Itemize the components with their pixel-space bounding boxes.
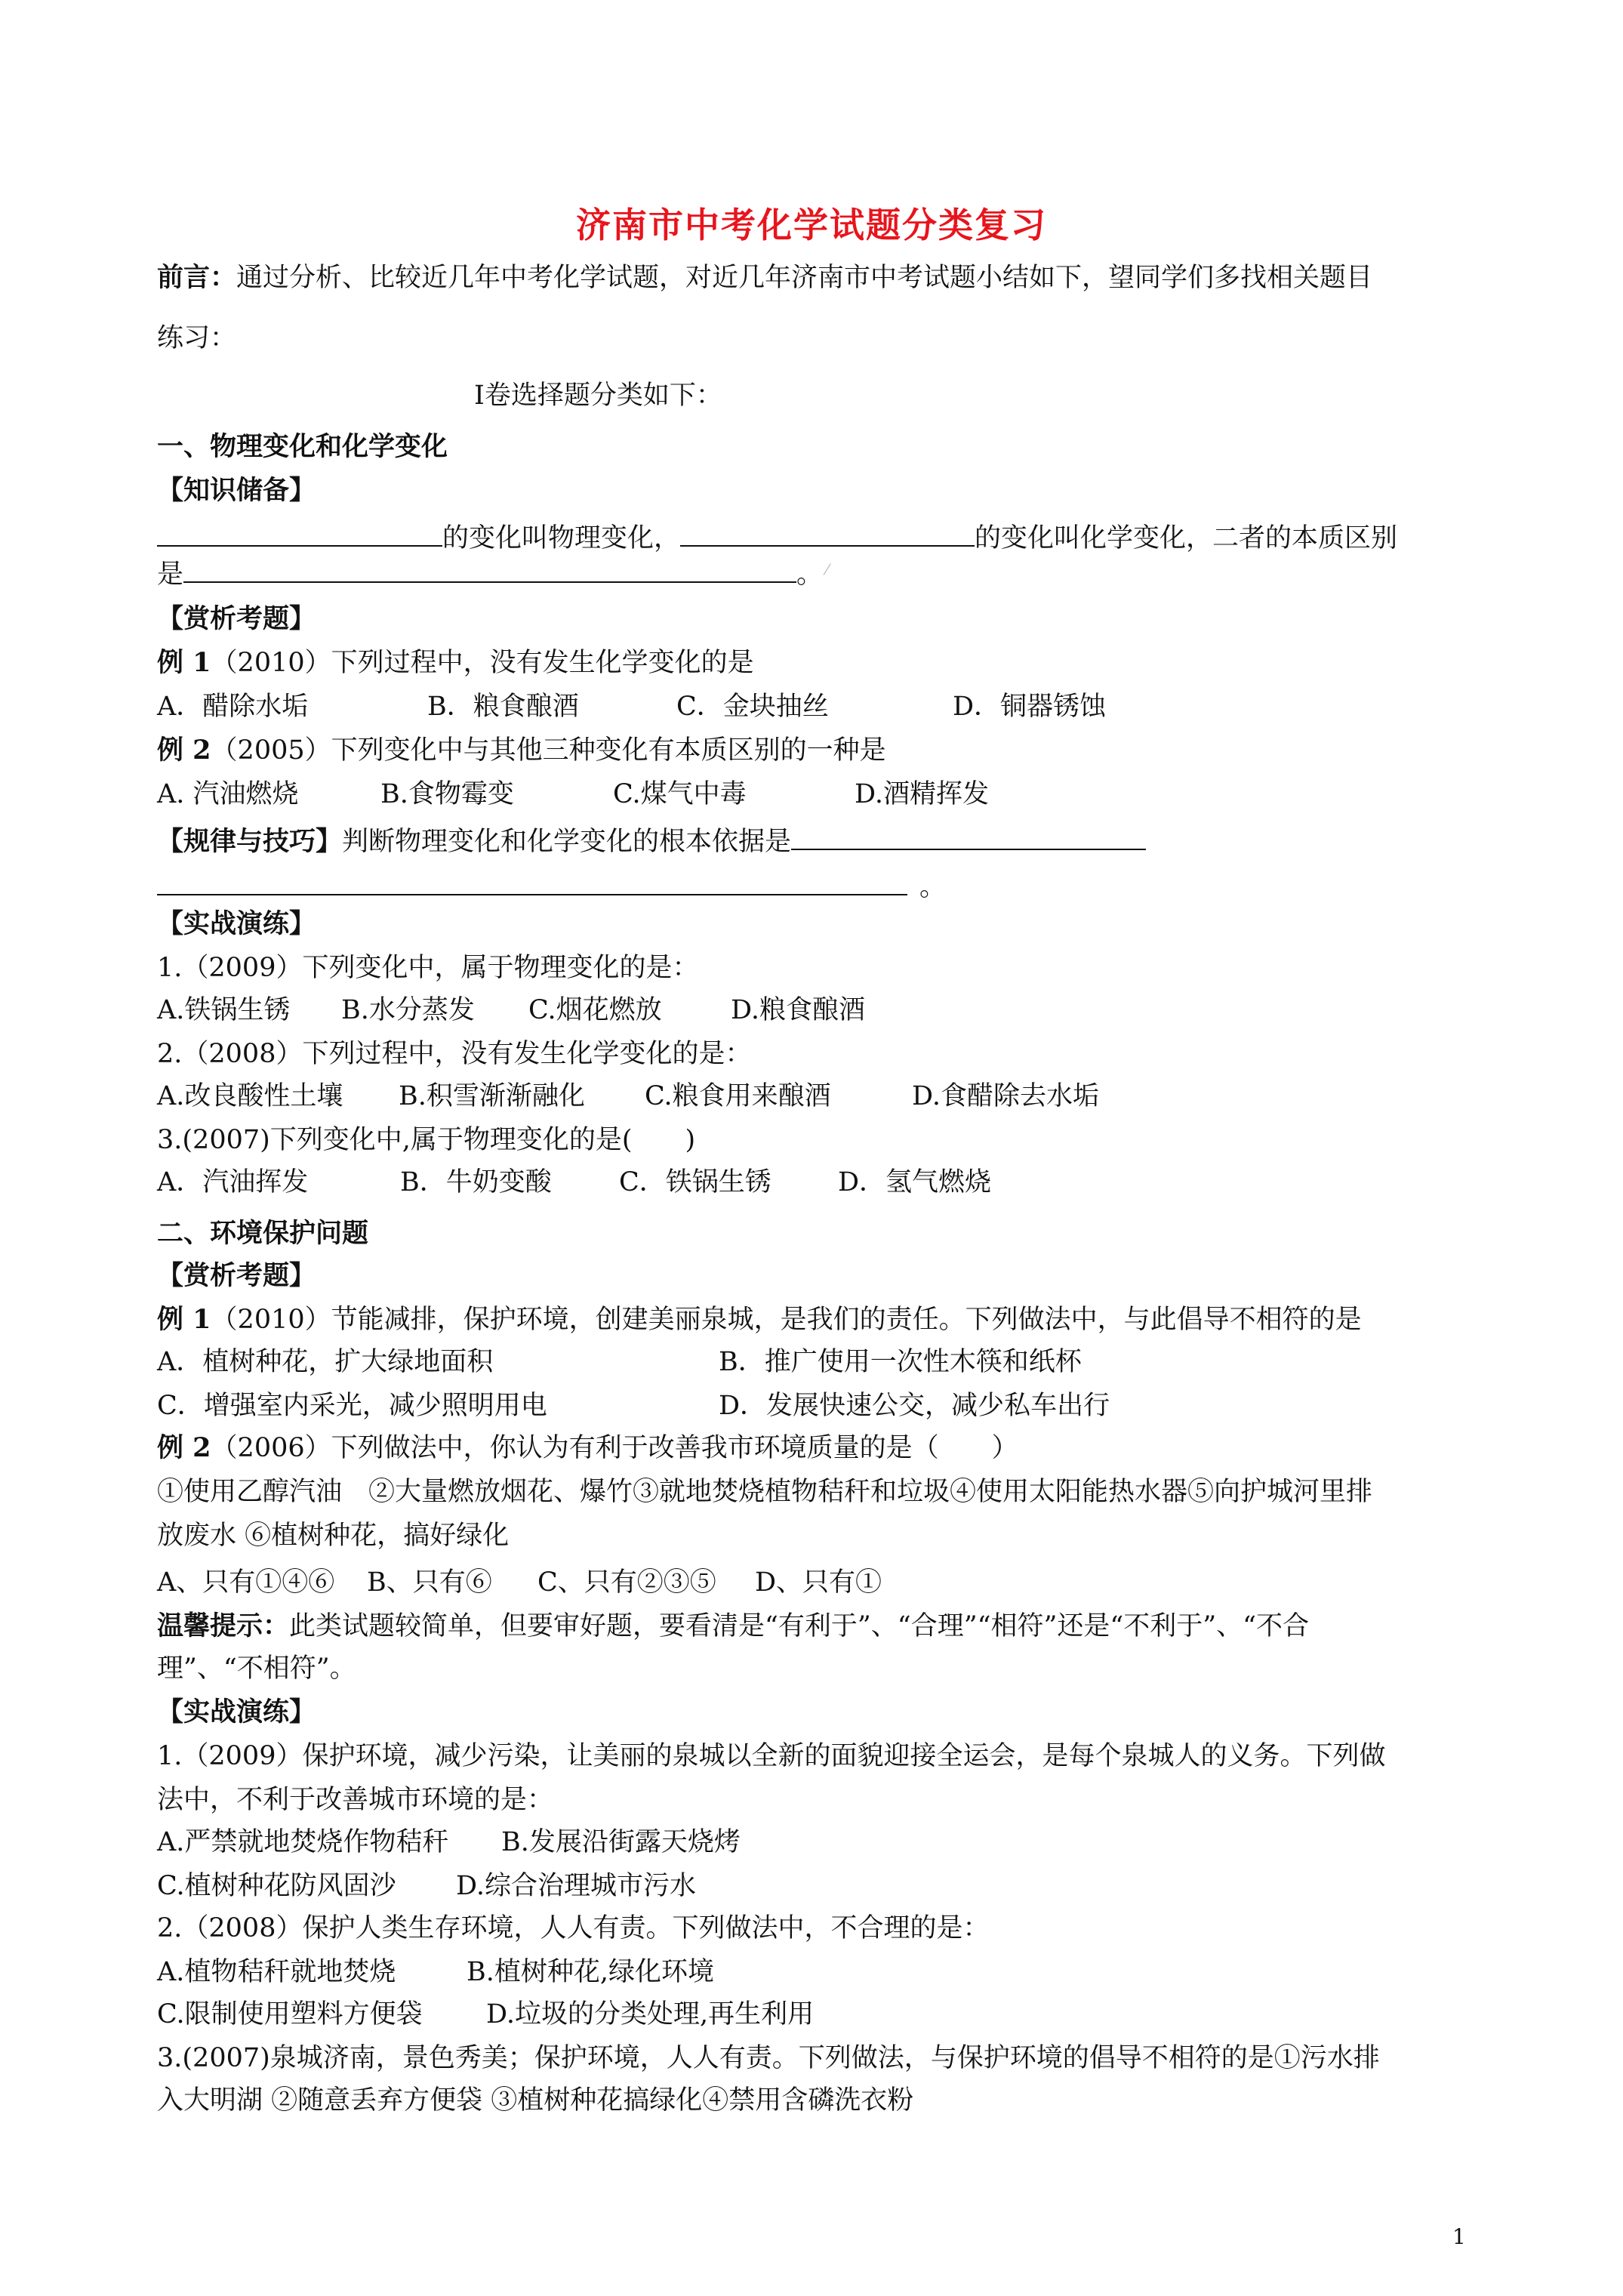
rule-label: 【规律与技巧】 — [157, 826, 343, 857]
page-number: 1 — [1452, 2224, 1466, 2249]
option-a: A.植物秸秆就地焚烧 — [157, 1957, 396, 1987]
preface-line-1 — [157, 260, 1372, 296]
s2-analysis-heading: 【赏析考题】 — [157, 1260, 316, 1291]
fill-blank[interactable] — [680, 516, 975, 547]
s2-practice-heading: 【实战演练】 — [157, 1697, 316, 1727]
option-d: D.垃圾的分类处理,再生利用 — [486, 1999, 815, 2029]
s2-question-3-line-2: 入大明湖 ②随意丢弃方便袋 ③植树种花搞绿化④禁用含磷洗衣粉 — [157, 2085, 914, 2116]
s2-question-2: 2.（2008）保护人类生存环境，人人有责。下列做法中，不合理的是： — [157, 1913, 990, 1943]
example-text: （2010）节能减排，保护环境，创建美丽泉城，是我们的责任。下列做法中，与此倡导不相符的是 — [211, 1305, 1362, 1335]
option-b: B．粮食酿酒 — [427, 692, 579, 722]
option-a: A．汽油挥发 — [157, 1167, 309, 1197]
option-b: B、只有⑥ — [367, 1567, 492, 1598]
s2-example-1 — [157, 1302, 1362, 1338]
option-a: A．植树种花，扩大绿地面积 — [157, 1347, 494, 1377]
preface-text: 通过分析、比较近几年中考化学试题，对近几年济南市中考试题小结如下，望同学们多找相关题目 — [236, 263, 1373, 293]
option-a: A．醋除水垢 — [157, 692, 309, 722]
option-d: D.综合治理城市污水 — [456, 1871, 696, 1901]
option-b: B.积雪渐渐融化 — [399, 1081, 585, 1111]
s1-question-3: 3.(2007)下列变化中,属于物理变化的是( ) — [157, 1125, 696, 1155]
s1-rule-line — [157, 820, 1146, 860]
s2-example-1-options-row-1 — [157, 1344, 1082, 1380]
s2-question-2-options-row-2 — [157, 1996, 814, 2032]
s2-tip-line-2: 理”、“不相符”。 — [157, 1653, 356, 1684]
tip-label: 温馨提示： — [157, 1610, 290, 1641]
s1-knowledge-line-1 — [157, 516, 1397, 556]
s2-example-1-options-row-2 — [157, 1388, 1110, 1424]
k-text-b: 的变化叫化学变化，二者的本质区别 — [975, 523, 1398, 553]
option-d: D．氢气燃烧 — [838, 1167, 992, 1197]
s1-question-1: 1.（2009）下列变化中，属于物理变化的是： — [157, 953, 699, 983]
option-a: A.改良酸性土壤 — [157, 1081, 343, 1111]
fill-blank[interactable] — [157, 516, 442, 547]
preface-label: 前言： — [157, 262, 237, 293]
tip-text: 此类试题较简单，但要审好题，要看清是“有利于”、“合理”“相符”还是“不利于”、“不合 — [289, 1611, 1310, 1641]
option-a: A.铁锅生锈 — [157, 995, 291, 1025]
option-a: A.严禁就地焚烧作物秸秆 — [157, 1827, 449, 1857]
s1-rule-line-2 — [157, 865, 946, 905]
option-c: C.粮食用来酿酒 — [645, 1081, 831, 1111]
example-label: 例 2 — [157, 735, 211, 766]
s2-example-2-line-3: 放废水 ⑥植树种花，搞好绿化 — [157, 1521, 510, 1551]
example-text: （2006）下列做法中，你认为有利于改善我市环境质量的是（ ） — [211, 1433, 1018, 1463]
s2-example-2 — [157, 1430, 1018, 1466]
option-d: D.食醋除去水垢 — [912, 1081, 1099, 1111]
option-b: B.发展沿街露天烧烤 — [501, 1827, 741, 1857]
section-2-heading: 二、环境保护问题 — [157, 1218, 369, 1249]
s1-knowledge-line-2 — [157, 553, 823, 593]
fill-blank[interactable] — [791, 820, 1146, 850]
option-c: C.限制使用塑料方便袋 — [157, 1999, 423, 2029]
page-title: 济南市中考化学试题分类复习 — [576, 205, 1047, 245]
rule-end: 。 — [919, 872, 947, 902]
s2-example-2-options — [157, 1564, 882, 1601]
option-d: D．发展快速公交，减少私车出行 — [719, 1391, 1110, 1421]
k-text-d: 。 — [796, 559, 824, 590]
s2-tip — [157, 1608, 1309, 1644]
option-b: B.食物霉变 — [380, 779, 514, 809]
option-d: D、只有① — [755, 1567, 882, 1598]
option-b: B．推广使用一次性木筷和纸杯 — [719, 1347, 1082, 1377]
fill-blank[interactable] — [183, 553, 796, 583]
option-d: D.酒精挥发 — [855, 779, 989, 809]
scan-mark: ⁄ — [826, 560, 829, 578]
s1-question-3-options — [157, 1164, 991, 1200]
option-c: C.植树种花防风固沙 — [157, 1871, 396, 1901]
option-c: C．金块抽丝 — [676, 692, 829, 722]
example-text: （2005）下列变化中与其他三种变化有本质区别的一种是 — [211, 735, 886, 766]
s2-question-2-options-row-1 — [157, 1954, 714, 1990]
s2-question-1-options-row-1 — [157, 1824, 741, 1860]
option-b: B.水分蒸发 — [341, 995, 475, 1025]
option-c: C.煤气中毒 — [613, 779, 747, 809]
s1-question-2-options — [157, 1078, 1099, 1114]
s1-example-2 — [157, 732, 886, 769]
option-d: D．铜器锈蚀 — [953, 692, 1107, 722]
section-1-heading: 一、物理变化和化学变化 — [157, 431, 448, 462]
option-b: B.植树种花,绿化环境 — [467, 1957, 714, 1987]
example-label: 例 2 — [157, 1432, 211, 1463]
s2-example-2-line-2: ①使用乙醇汽油 ②大量燃放烟花、爆竹③就地焚烧植物秸秆和垃圾④使用太阳能热水器⑤向护城河里排 — [157, 1477, 1373, 1507]
fill-blank[interactable] — [157, 865, 907, 895]
s1-question-2: 2.（2008）下列过程中，没有发生化学变化的是： — [157, 1039, 752, 1069]
s2-question-1-line-2: 法中，不利于改善城市环境的是： — [157, 1785, 554, 1815]
s1-question-1-options — [157, 992, 865, 1028]
s1-practice-heading: 【实战演练】 — [157, 908, 316, 939]
option-d: D.粮食酿酒 — [731, 995, 865, 1025]
s1-example-2-options — [157, 776, 989, 812]
example-label: 例 1 — [157, 1304, 211, 1335]
part-heading: Ⅰ卷选择题分类如下： — [474, 381, 722, 411]
option-c: C.烟花燃放 — [528, 995, 662, 1025]
preface-line-2: 练习： — [157, 323, 237, 353]
s1-example-1-options — [157, 689, 1106, 725]
s2-question-1-line-1: 1.（2009）保护环境，减少污染，让美丽的泉城以全新的面貌迎接全运会，是每个泉城人的义务。下列做 — [157, 1741, 1386, 1771]
option-a: A、只有①④⑥ — [157, 1567, 335, 1598]
option-c: C、只有②③⑤ — [537, 1567, 716, 1598]
s1-analysis-heading: 【赏析考题】 — [157, 603, 316, 634]
s1-example-1 — [157, 645, 754, 681]
k-text-a: 的变化叫物理变化， — [442, 523, 681, 553]
example-text: （2010）下列过程中，没有发生化学变化的是 — [211, 648, 754, 678]
option-a: A. 汽油燃烧 — [157, 779, 299, 809]
rule-text: 判断物理变化和化学变化的根本依据是 — [342, 827, 792, 857]
k-text-c: 是 — [157, 559, 184, 590]
example-label: 例 1 — [157, 647, 211, 678]
option-c: C．铁锅生锈 — [619, 1167, 771, 1197]
option-c: C．增强室内采光，减少照明用电 — [157, 1391, 547, 1421]
s2-question-1-options-row-2 — [157, 1868, 696, 1904]
s1-knowledge-heading: 【知识储备】 — [157, 475, 316, 506]
s2-question-3-line-1: 3.(2007)泉城济南，景色秀美；保护环境，人人有责。下列做法，与保护环境的倡导不相符的是①污水排 — [157, 2043, 1380, 2073]
option-b: B．牛奶变酸 — [400, 1167, 552, 1197]
